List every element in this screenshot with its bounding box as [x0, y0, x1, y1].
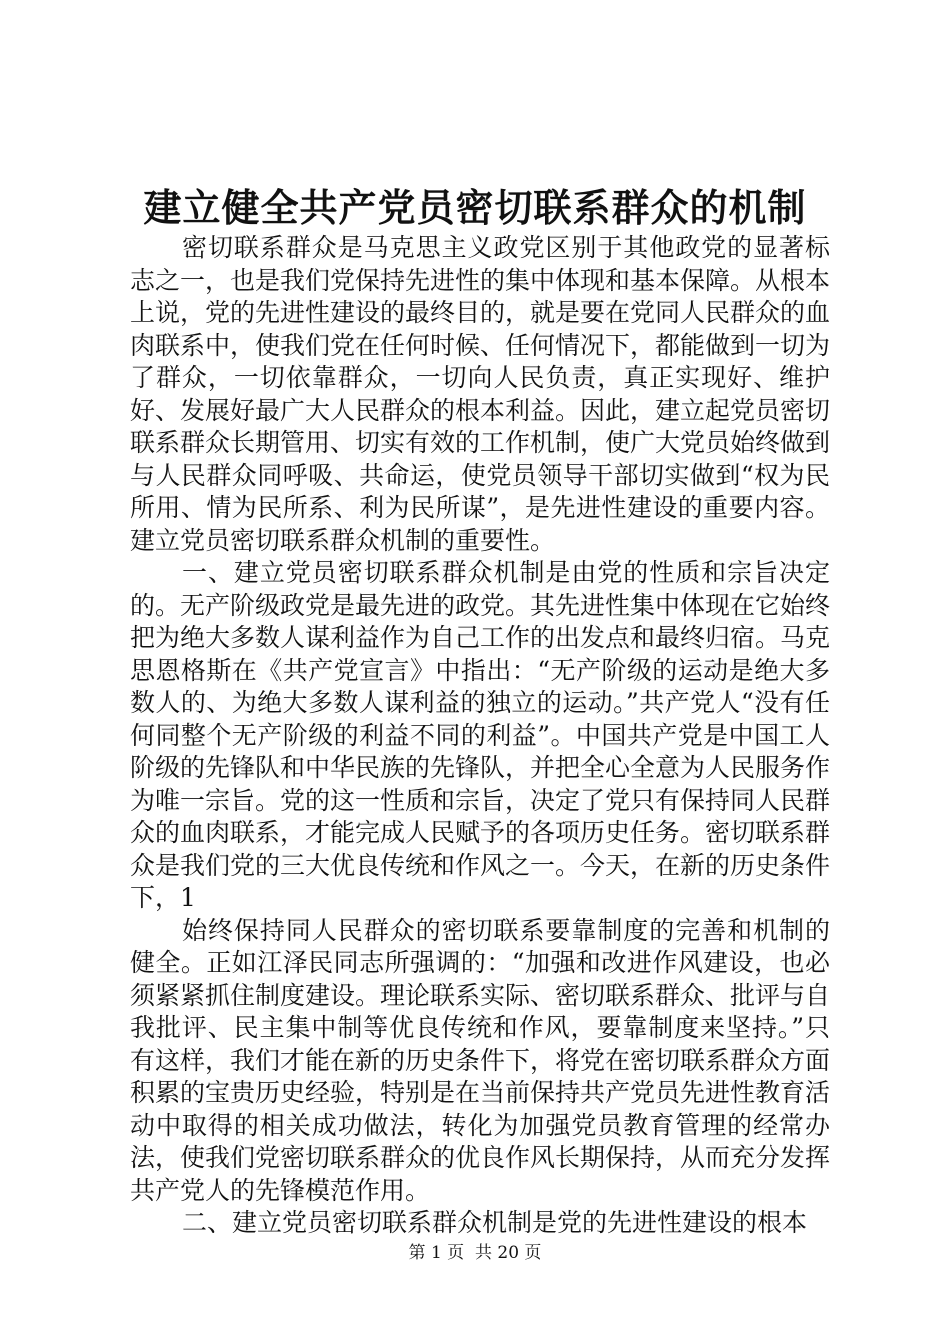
page-total: 共 20 页 — [474, 1243, 542, 1263]
page-number: 第 1 页 — [408, 1243, 465, 1263]
paragraph-3: 始终保持同人民群众的密切联系要靠制度的完善和机制的健全。正如江泽民同志所强调的：“加强和改进作风建设，也必须紧紧抓住制度建设。理论联系实际、密切联系群众、批评与自我批评、民主集中制等优良传统和作风，要靠制度来坚持。”只有这样，我们才能在新的历史条件下，将党在密切联系群众方面积累的宝贵历史经验，特别是在当前保持共产党员先进性教育活动中取得的相关成功做法，转化为加强党员教育管理的经常办法，使我们党密切联系群众的优良作风长期保持，从而充分发挥共产党人的先锋模范作用。 — [130, 915, 831, 1205]
document-title: 建立健全共产党员密切联系群众的机制 — [143, 185, 807, 230]
paragraph-4: 二、建立党员密切联系群众机制是党的先进性建设的根本 — [182, 1208, 808, 1237]
document-body — [130, 232, 830, 1240]
paragraph-2: 一、建立党员密切联系群众机制是由党的性质和宗旨决定的。无产阶级政党是最先进的政党。其先进性集中体现在它始终把为绝大多数人谋利益作为自己工作的出发点和最终归宿。马克思恩格斯在《共产党宣言》中指出：“无产阶级的运动是绝大多数人的、为绝大多数人谋利益的独立的运动。”共产党人“没有任何同整个无产阶级的利益不同的利益”。中国共产党是中国工人阶级的先锋队和中华民族的先锋队，并把全心全意为人民服务作为唯一宗旨。党的这一性质和宗旨，决定了党只有保持同人民群众的血肉联系，才能完成人民赋予的各项历史任务。密切联系群众是我们党的三大优良传统和作风之一。今天，在新的历史条件下，1 — [130, 558, 831, 912]
page-footer — [0, 1241, 950, 1265]
paragraph-1: 密切联系群众是马克思主义政党区别于其他政党的显著标志之一，也是我们党保持先进性的集中体现和基本保障。从根本上说，党的先进性建设的最终目的，就是要在党同人民群众的血肉联系中，使我们党在任何时候、任何情况下，都能做到一切为了群众，一切依靠群众，一切向人民负责，真正实现好、维护好、发展好最广大人民群众的根本利益。因此，建立起党员密切联系群众长期管用、切实有效的工作机制，使广大党员始终做到与人民群众同呼吸、共命运，使党员领导干部切实做到“权为民所用、情为民所系、利为民所谋”，是先进性建设的重要内容。建立党员密切联系群众机制的重要性。 — [130, 233, 831, 555]
